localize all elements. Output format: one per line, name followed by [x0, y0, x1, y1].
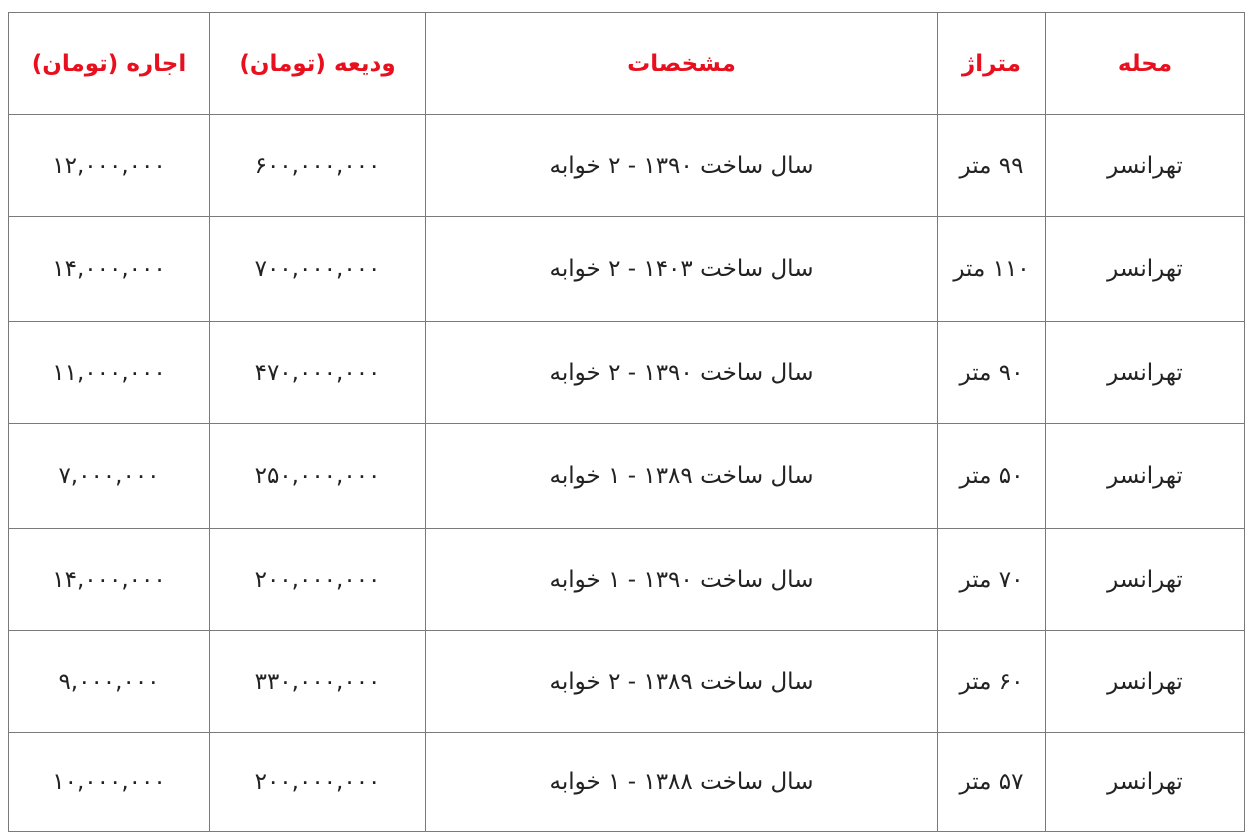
cell-specs: سال ساخت ۱۳۹۰ - ۱ خوابه — [426, 529, 938, 631]
table-row — [9, 733, 1245, 832]
header-district: محله — [1046, 13, 1245, 115]
cell-district: تهرانسر — [1046, 115, 1245, 217]
cell-district: تهرانسر — [1046, 322, 1245, 424]
cell-deposit: ۴۷۰,۰۰۰,۰۰۰ — [210, 322, 426, 424]
cell-deposit: ۳۳۰,۰۰۰,۰۰۰ — [210, 631, 426, 733]
table-header-row — [9, 13, 1245, 115]
cell-rent: ۱۴,۰۰۰,۰۰۰ — [9, 529, 210, 631]
table-row — [9, 115, 1245, 217]
cell-district: تهرانسر — [1046, 424, 1245, 529]
cell-deposit: ۲۰۰,۰۰۰,۰۰۰ — [210, 529, 426, 631]
cell-rent: ۱۴,۰۰۰,۰۰۰ — [9, 217, 210, 322]
cell-rent: ۹,۰۰۰,۰۰۰ — [9, 631, 210, 733]
cell-specs: سال ساخت ۱۴۰۳ - ۲ خوابه — [426, 217, 938, 322]
header-area: متراژ — [938, 13, 1046, 115]
cell-area: ۵۰ متر — [938, 424, 1046, 529]
table-row — [9, 217, 1245, 322]
cell-specs: سال ساخت ۱۳۸۹ - ۲ خوابه — [426, 631, 938, 733]
cell-rent: ۷,۰۰۰,۰۰۰ — [9, 424, 210, 529]
cell-area: ۷۰ متر — [938, 529, 1046, 631]
rental-listings-table — [8, 12, 1245, 832]
cell-area: ۱۱۰ متر — [938, 217, 1046, 322]
cell-district: تهرانسر — [1046, 529, 1245, 631]
cell-specs: سال ساخت ۱۳۸۸ - ۱ خوابه — [426, 733, 938, 832]
cell-rent: ۱۰,۰۰۰,۰۰۰ — [9, 733, 210, 832]
cell-rent: ۱۱,۰۰۰,۰۰۰ — [9, 322, 210, 424]
cell-area: ۵۷ متر — [938, 733, 1046, 832]
cell-specs: سال ساخت ۱۳۸۹ - ۱ خوابه — [426, 424, 938, 529]
table-row — [9, 322, 1245, 424]
cell-specs: سال ساخت ۱۳۹۰ - ۲ خوابه — [426, 322, 938, 424]
table-row — [9, 529, 1245, 631]
header-rent: اجاره (تومان) — [9, 13, 210, 115]
rental-listings-table-container — [8, 12, 1245, 832]
cell-district: تهرانسر — [1046, 631, 1245, 733]
cell-specs: سال ساخت ۱۳۹۰ - ۲ خوابه — [426, 115, 938, 217]
cell-rent: ۱۲,۰۰۰,۰۰۰ — [9, 115, 210, 217]
header-specs: مشخصات — [426, 13, 938, 115]
cell-area: ۹۰ متر — [938, 322, 1046, 424]
cell-deposit: ۷۰۰,۰۰۰,۰۰۰ — [210, 217, 426, 322]
table-row — [9, 631, 1245, 733]
cell-area: ۹۹ متر — [938, 115, 1046, 217]
table-row — [9, 424, 1245, 529]
cell-deposit: ۲۰۰,۰۰۰,۰۰۰ — [210, 733, 426, 832]
header-deposit: ودیعه (تومان) — [210, 13, 426, 115]
cell-district: تهرانسر — [1046, 217, 1245, 322]
cell-district: تهرانسر — [1046, 733, 1245, 832]
cell-deposit: ۲۵۰,۰۰۰,۰۰۰ — [210, 424, 426, 529]
cell-deposit: ۶۰۰,۰۰۰,۰۰۰ — [210, 115, 426, 217]
cell-area: ۶۰ متر — [938, 631, 1046, 733]
